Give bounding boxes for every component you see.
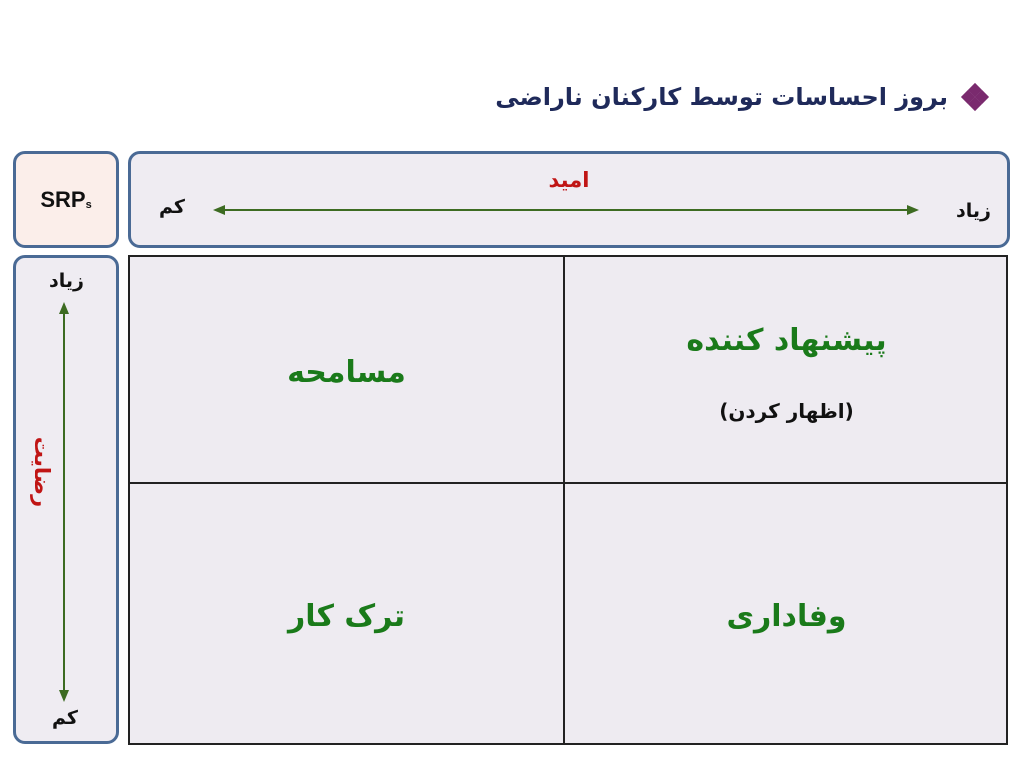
- satisfaction-axis-title: رضایت: [30, 436, 54, 508]
- satisfaction-axis-arrow: [56, 302, 72, 702]
- satisfaction-axis-box: [13, 255, 119, 744]
- srps-label: $SRP_s$: [40, 186, 92, 212]
- slide-title: بروز احساسات توسط کارکنان ناراضی: [495, 83, 948, 111]
- hope-axis-title: امید: [548, 168, 590, 192]
- hope-low-label: کم: [159, 196, 185, 218]
- matrix-horizontal-divider: [130, 482, 1006, 484]
- satisfaction-high-label: زیاد: [49, 270, 84, 292]
- hope-axis-arrow: [213, 202, 919, 218]
- cell-neglect-title: مسامحه: [287, 355, 406, 390]
- srps-box: [13, 151, 119, 248]
- hope-high-label: زیاد: [956, 200, 991, 222]
- satisfaction-low-label: کم: [52, 707, 78, 729]
- hope-axis-box: [128, 151, 1010, 248]
- cell-exit-title: ترک کار: [287, 599, 406, 634]
- cell-voice-title: پیشنهاد کننده: [686, 323, 887, 358]
- slide-title-row: [495, 72, 988, 122]
- diamond-bullet-icon: [962, 84, 988, 110]
- response-matrix: [128, 255, 1008, 745]
- cell-loyalty-title: وفاداری: [726, 599, 847, 634]
- cell-voice-subtitle: (اظهار کردن): [719, 399, 854, 423]
